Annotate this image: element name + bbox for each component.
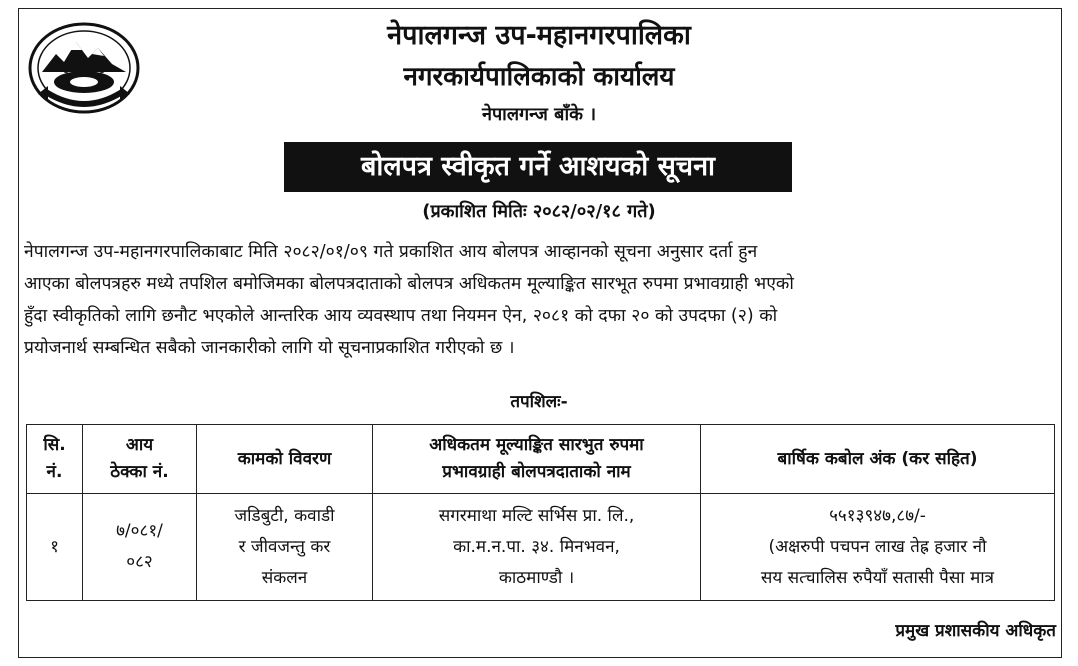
publication-date: (प्रकाशित मितिः २०८२/०२/१८ गते): [422, 201, 656, 222]
schedule-heading: तपशिलः-: [510, 392, 568, 412]
header-description: कामको विवरण: [197, 425, 373, 494]
office-location: नेपालगन्ज बाँके ।: [481, 104, 597, 125]
cell-contract-no: ७/०८१/ ०८२: [83, 494, 197, 601]
notice-body-line: प्रयोजनार्थ सम्बन्धित सबैको जानकारीको लागि यो सूचनाप्रकाशित गरीएको छ ।: [24, 338, 515, 358]
notice-body: [24, 236, 1056, 364]
table-row: [27, 494, 1055, 601]
office-name: नेपालगन्ज उप-महानगरपालिका: [387, 20, 691, 51]
cell-serial: १: [27, 494, 83, 601]
cell-amount: ५५१३९४७,८७/- (अक्षरुपी पचपन लाख तेह्र हजार नौ सय सत्चालिस रुपैयाँ सतासी पैसा मात्र: [701, 494, 1055, 601]
signatory-designation: प्रमुख प्रशासकीय अधिकृत: [895, 621, 1056, 641]
notice-body-line: आएका बोलपत्रहरु मध्ये तपशिल बमोजिमका बोलपत्रदाताको बोलपत्र अधिकतम मूल्याङ्कित सारभूत रुपमा प्रभावग्राही भएको: [24, 274, 794, 294]
cell-description: जडिबुटी, कवाडी र जीवजन्तु कर संकलन: [197, 494, 373, 601]
header-amount: बार्षिक कबोल अंक (कर सहित): [701, 425, 1055, 494]
bid-table: [26, 424, 1055, 601]
notice-body-line: हुँदा स्वीकृतिको लागि छनौट भएकोले आन्तरिक आय व्यवस्थाप तथा नियमन ऐन, २०८१ को दफा २० को उपदफा (२) को: [24, 306, 778, 326]
office-subtitle: नगरकार्यपालिकाको कार्यालय: [403, 62, 675, 92]
notice-title: बोलपत्र स्वीकृत गर्ने आशयको सूचना: [284, 142, 792, 192]
notice-body-line: नेपालगन्ज उप-महानगरपालिकाबाट मिति २०८२/०१/०९ गते प्रकाशित आय बोलपत्र आव्हानको सूचना अनुसार दर्ता हुन: [24, 242, 758, 262]
header-serial: सि. नं.: [27, 425, 83, 494]
header-bidder: अधिकतम मूल्याङ्कित सारभुत रुपमा प्रभावग्राही बोलपत्रदाताको नाम: [373, 425, 701, 494]
cell-bidder: सगरमाथा मल्टि सर्भिस प्रा. लि., का.म.न.पा. ३४. मिनभवन, काठमाण्डौ ।: [373, 494, 701, 601]
table-header-row: [27, 425, 1055, 494]
header-contract-no: आय ठेक्का नं.: [83, 425, 197, 494]
